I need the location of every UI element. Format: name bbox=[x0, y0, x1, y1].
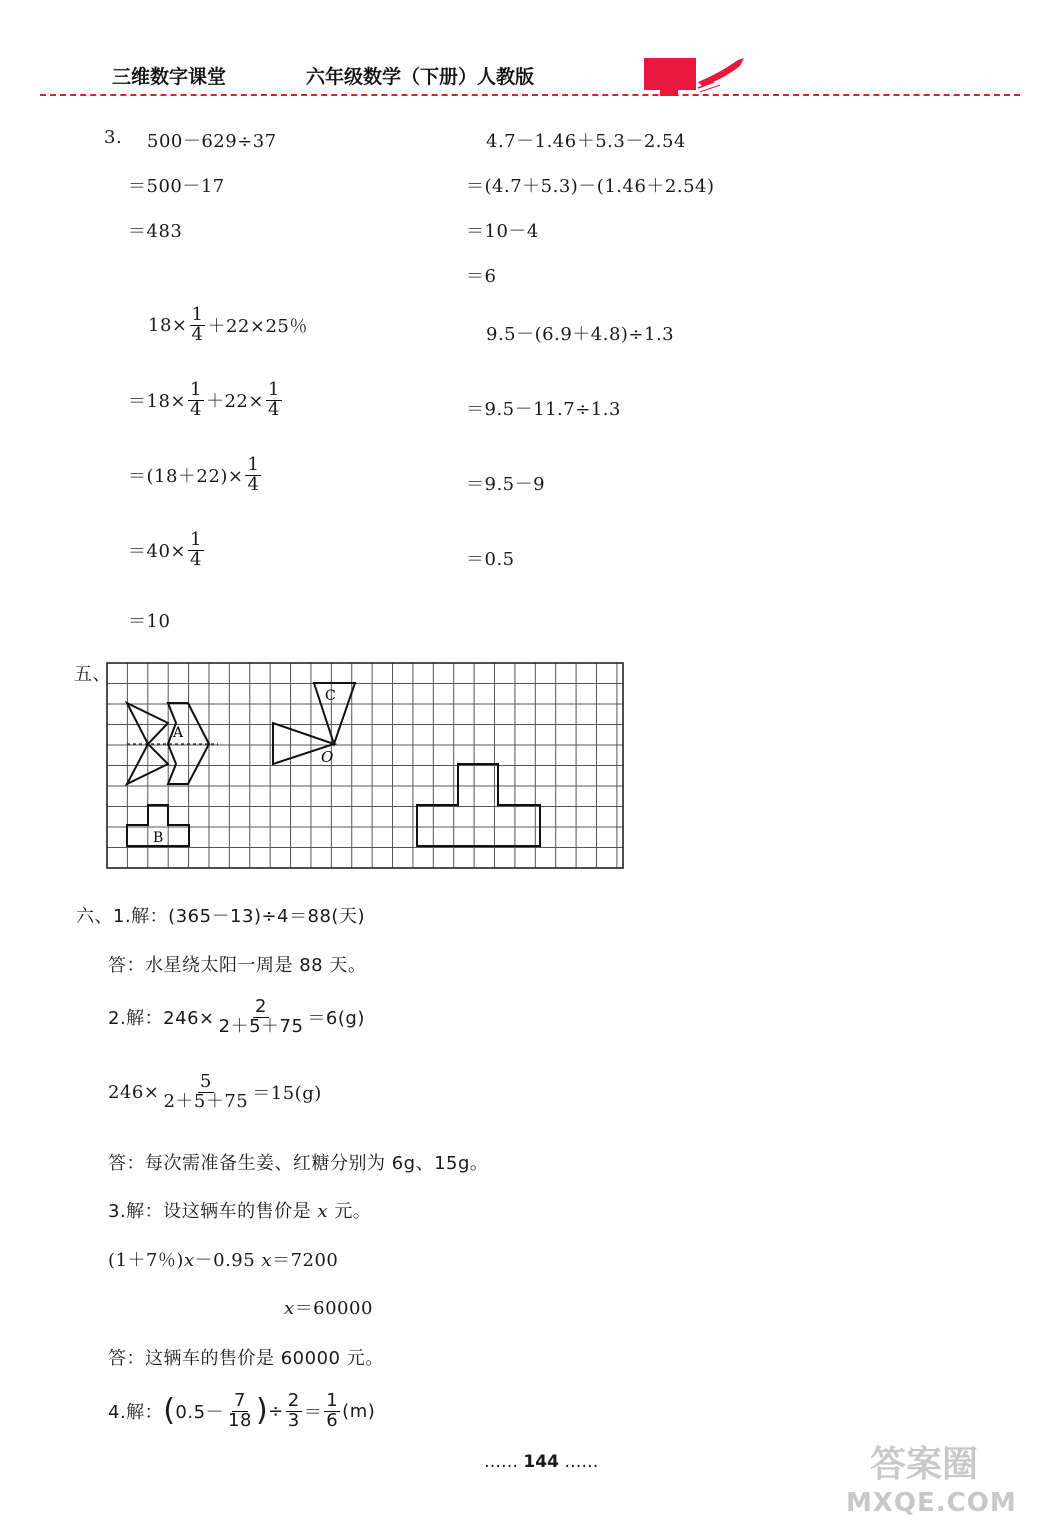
expr-text: ＝6(g) bbox=[307, 1008, 365, 1030]
fraction-one-quarter: $\frac{1}{4}$ bbox=[247, 454, 260, 495]
fraction-5-over-82: $\frac{5}{2+5+75}$ bbox=[163, 1071, 249, 1112]
expr-text: ＝18× bbox=[128, 391, 186, 413]
expr-text: ＋22× bbox=[205, 391, 264, 413]
expr-text: ＝60000 bbox=[294, 1298, 373, 1319]
header-divider bbox=[40, 94, 1020, 96]
q2-answer: 答：每次需准备生姜、红糖分别为 6g、15g。 bbox=[108, 1153, 489, 1174]
q1-answer: 答：水星绕太阳一周是 88 天。 bbox=[108, 955, 367, 976]
footer-dots-right: …… bbox=[564, 1452, 599, 1472]
q4-solution bbox=[108, 1392, 375, 1431]
problem-4b-line-3: ＝9.5－9 bbox=[466, 474, 546, 495]
page-number: 144 bbox=[523, 1452, 559, 1472]
shape-b-enlarged-outline bbox=[417, 764, 540, 846]
expr-text: －0.95 bbox=[194, 1250, 256, 1271]
expr-text: ＝40× bbox=[128, 541, 186, 563]
expr-text: ＝ bbox=[303, 1402, 323, 1424]
expr-text: 246× bbox=[108, 1081, 160, 1103]
q3-setup bbox=[108, 1197, 371, 1223]
problem-4a-line-2 bbox=[128, 381, 284, 420]
problem-3a-line-3: ＝483 bbox=[128, 221, 183, 242]
expr-text: ＋22×25％ bbox=[207, 316, 308, 338]
fraction-one-quarter: $\frac{1}{4}$ bbox=[267, 379, 280, 420]
footer-dots-left: …… bbox=[484, 1452, 518, 1472]
right-paren: ) bbox=[255, 1393, 269, 1429]
expr-text: 3.解：设这辆车的售价是 bbox=[108, 1201, 312, 1222]
q3-answer: 答：这辆车的售价是 60000 元。 bbox=[108, 1348, 384, 1369]
problem-4a-line-4 bbox=[128, 531, 206, 570]
label-b: B bbox=[153, 830, 164, 846]
problem-4b-line-1: 9.5－(6.9＋4.8)÷1.3 bbox=[486, 324, 675, 345]
page-footer bbox=[484, 1452, 598, 1472]
fraction-one-quarter: $\frac{1}{4}$ bbox=[190, 379, 202, 420]
problem-3-label: 3. bbox=[104, 127, 123, 148]
q3-equation-2 bbox=[284, 1294, 373, 1320]
problem-3a-line-2: ＝500－17 bbox=[128, 176, 225, 197]
grid-lines bbox=[107, 663, 623, 868]
problem-4b-line-4: ＝0.5 bbox=[466, 549, 515, 570]
fraction-one-quarter: $\frac{1}{4}$ bbox=[191, 304, 204, 345]
variable-x: x bbox=[261, 1250, 273, 1271]
problem-4a-line-3 bbox=[128, 456, 263, 495]
expr-text: ＝(18＋22)× bbox=[128, 466, 244, 488]
label-o: O bbox=[321, 748, 334, 766]
header-left-title: 三维数字课堂 bbox=[112, 66, 227, 88]
label-c: C bbox=[325, 688, 336, 704]
problem-4a-line-5: ＝10 bbox=[128, 611, 171, 632]
problem-3b-line-4: ＝6 bbox=[466, 266, 497, 287]
fraction-1-over-6: $\frac{1}{6}$ bbox=[326, 1390, 339, 1431]
problem-4b-line-2: ＝9.5－11.7÷1.3 bbox=[466, 399, 621, 420]
expr-text: 18× bbox=[148, 314, 188, 336]
expr-text: (1＋7％) bbox=[108, 1250, 184, 1271]
problem-3b-line-2: ＝(4.7＋5.3)－(1.46＋2.54) bbox=[466, 176, 715, 197]
variable-x: x bbox=[284, 1298, 295, 1319]
fraction-2-over-82: $\frac{2}{2+5+75}$ bbox=[218, 996, 304, 1037]
expr-text: 4.解： bbox=[108, 1402, 164, 1424]
rocket-logo-icon bbox=[640, 52, 750, 98]
q3-equation-1 bbox=[108, 1246, 338, 1272]
fraction-2-over-3: $\frac{2}{3}$ bbox=[287, 1390, 300, 1431]
variable-x: x bbox=[183, 1250, 195, 1271]
expr-text: ＝15(g) bbox=[252, 1083, 322, 1105]
problem-3b-line-1: 4.7－1.46＋5.3－2.54 bbox=[486, 131, 686, 152]
watermark-site: MXQE.COM bbox=[846, 1488, 1017, 1518]
q2-solution-line-1 bbox=[108, 998, 365, 1037]
expr-text: 2.解：246× bbox=[108, 1008, 215, 1030]
problem-4a-line-1 bbox=[148, 306, 308, 345]
q1-solution: 六、1.解：(365－13)÷4＝88(天) bbox=[76, 906, 365, 927]
left-paren: ( bbox=[163, 1393, 176, 1429]
expr-text: ÷ bbox=[268, 1400, 284, 1422]
problem-3b-line-3: ＝10－4 bbox=[466, 221, 539, 242]
geometry-grid-figure bbox=[100, 660, 630, 872]
problem-3a-line-1: 500－629÷37 bbox=[147, 131, 277, 152]
header-book-title: 六年级数学（下册）人教版 bbox=[306, 66, 535, 88]
fraction-7-over-18: $\frac{7}{18}$ bbox=[228, 1390, 252, 1431]
section-5-label: 五、 bbox=[74, 664, 111, 685]
expr-text: 元。 bbox=[334, 1201, 372, 1222]
expr-text: 0.5－ bbox=[175, 1402, 225, 1424]
q2-solution-line-2 bbox=[108, 1073, 322, 1112]
fraction-one-quarter: $\frac{1}{4}$ bbox=[190, 529, 202, 570]
expr-text: (m) bbox=[342, 1400, 376, 1422]
expr-text: ＝7200 bbox=[272, 1250, 339, 1271]
variable-x: x bbox=[317, 1201, 329, 1222]
label-a: A bbox=[173, 725, 184, 741]
watermark-logo: 答案圈 bbox=[870, 1444, 979, 1485]
